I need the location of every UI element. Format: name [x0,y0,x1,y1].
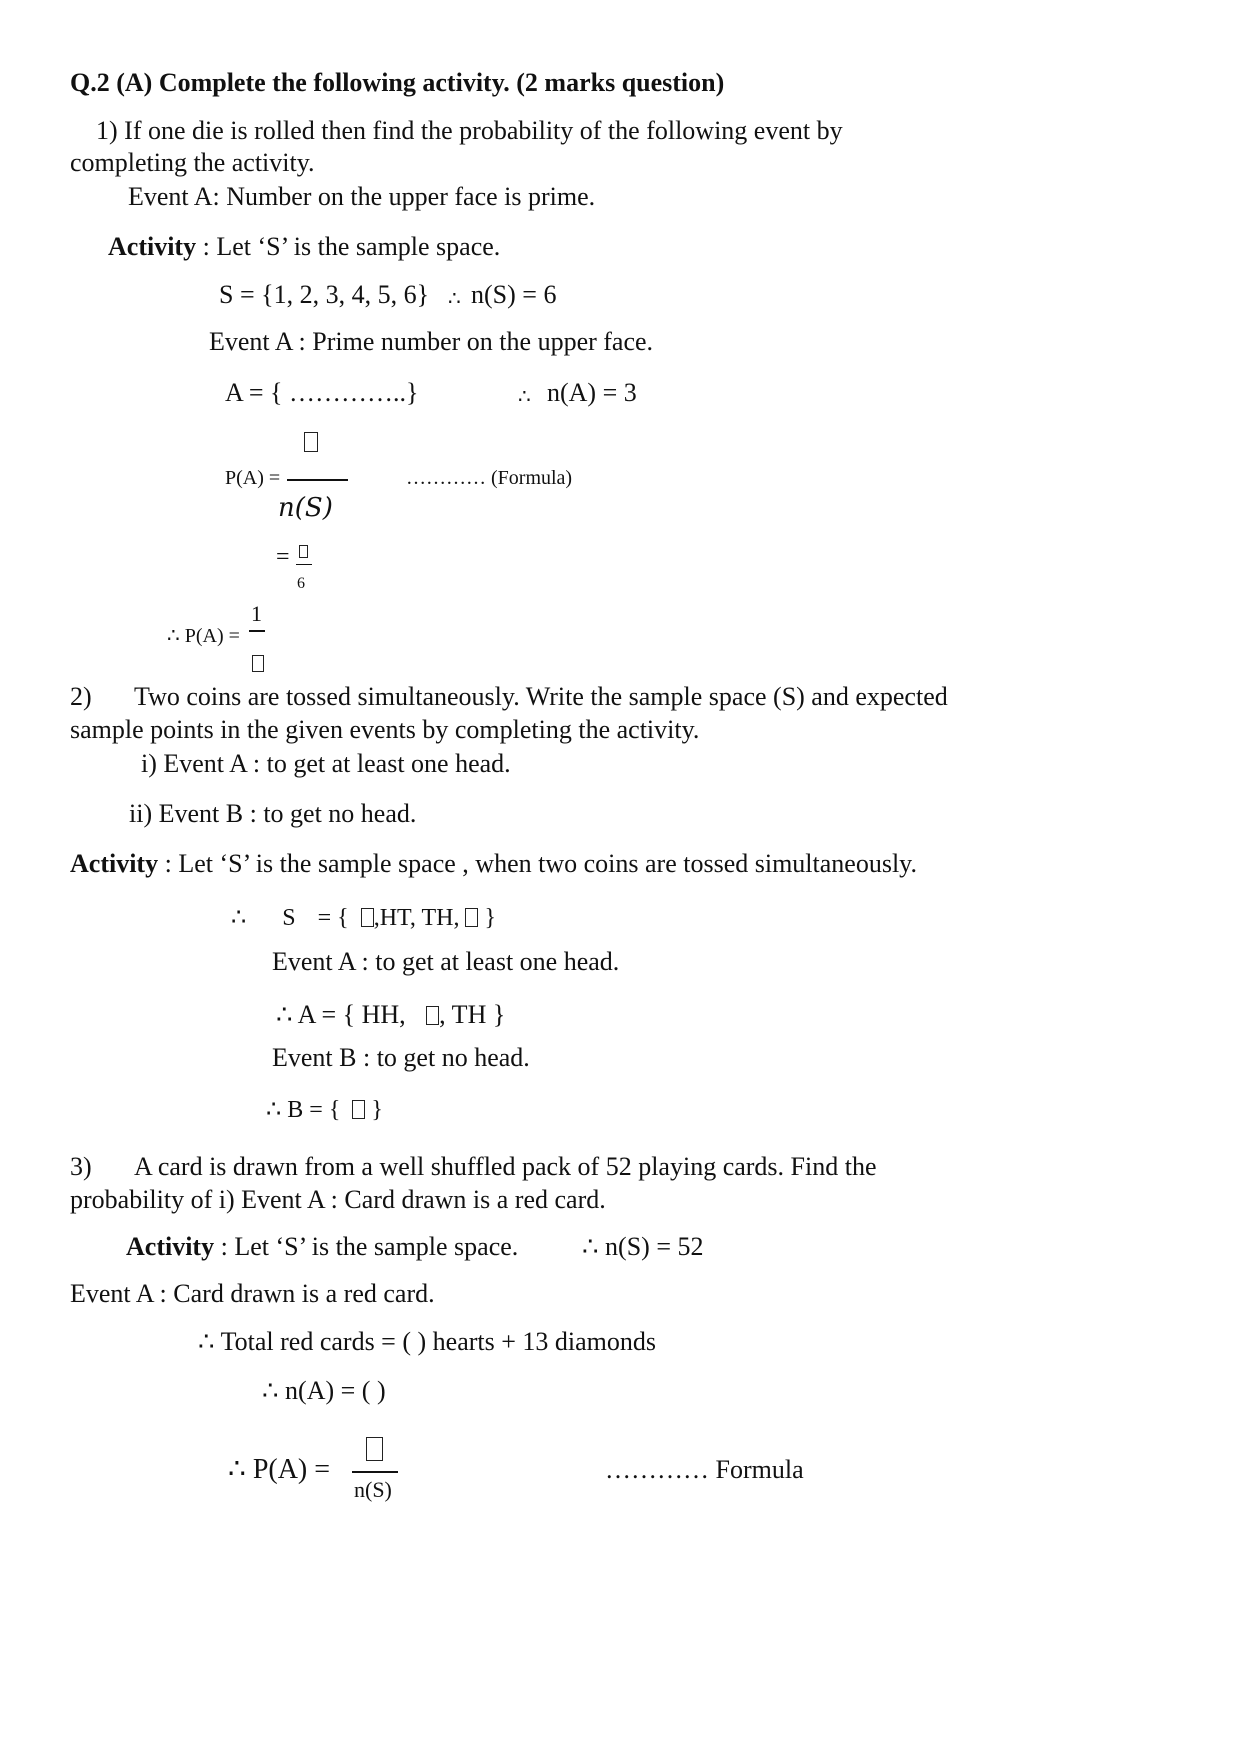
q3-text-line2: probability of i) Event A : Card drawn is a red card. [70,1185,606,1214]
q1-activity-row [108,231,500,263]
q2-activity-row [70,848,917,880]
q2-s-blank-1[interactable] [361,908,374,927]
q1-fraction-bar [287,479,348,481]
q1-equals: = [276,544,290,570]
q3-event-a: Event A : Card drawn is a red card. [70,1279,435,1308]
q2-event-b-repeat: Event B : to get no head. [272,1043,530,1072]
q1-text-line1: 1) If one die is rolled then find the probability of the following event by [96,116,843,145]
q3-ns: ∴ n(S) = 52 [582,1232,704,1261]
q1-event-a: Event A : Prime number on the upper face. [209,327,654,356]
q2-activity-label: Activity [70,849,159,878]
q2-s-row [231,902,496,934]
q2-b-blank[interactable] [352,1100,365,1119]
q2-b-end: } [371,1097,383,1123]
q3-na: ∴ n(A) = ( ) [262,1376,386,1405]
q2-s-close: } [484,905,497,931]
q1-sample-space: S = {1, 2, 3, 4, 5, 6} [219,280,430,309]
q2-b-row [266,1094,383,1126]
q2-s-mid: ,HT, TH, [373,905,460,931]
q2-a-row [276,999,505,1031]
q2-event-b: ii) Event B : to get no head. [129,799,417,828]
q1-one: 1 [251,601,262,626]
q1-text-line2: completing the activity. [70,148,315,177]
q1-pa-label: P(A) = [225,467,281,489]
q1-therefore-1: ∴ [448,288,461,310]
q1-therefore-2: ∴ [518,386,531,408]
q3-formula-note: ………… Formula [605,1455,804,1484]
q3-activity-label: Activity [126,1232,215,1261]
q3-total-red: ∴ Total red cards = ( ) hearts + 13 diamonds [198,1327,657,1356]
q1-ns-denominator: n(S) [278,493,333,523]
q2-a-blank[interactable] [426,1006,439,1025]
page-heading: Q.2 (A) Complete the following activity. (2 marks question) [70,68,725,97]
q1-result-fraction-bar [249,630,265,632]
q2-a-start: ∴ A = { HH, [276,1000,406,1029]
q3-text-line1: A card is drawn from a well shuffled pack of 52 playing cards. Find the [134,1152,877,1181]
q2-activity-text: : Let ‘S’ is the sample space , when two coins are tossed simultaneously. [164,849,917,878]
q2-s-label: S [282,905,296,931]
q2-s-eq: = { [317,905,349,931]
q1-na: n(A) = 3 [547,378,637,407]
q3-activity-text: : Let ‘S’ is the sample space. [220,1232,519,1261]
q1-six: 6 [297,575,305,592]
q2-a-end: , TH } [439,1000,506,1029]
q3-activity-row [126,1231,518,1263]
q2-text-line2: sample points in the given events by completing the activity. [70,715,700,744]
q2-b-start: ∴ B = { [266,1097,341,1123]
q2-event-a-repeat: Event A : to get at least one head. [272,947,620,976]
q1-ns: n(S) = 6 [471,280,557,309]
q3-ns-denominator: n(S) [354,1477,392,1502]
q1-activity-text: : Let ‘S’ is the sample space. [202,232,501,261]
q3-numerator-blank[interactable] [366,1437,383,1461]
q1-result-label: ∴ P(A) = [167,625,240,647]
q3-fraction-bar [352,1471,398,1473]
q2-text-line1: Two coins are tossed simultaneously. Write the sample space (S) and expected [134,682,948,711]
q1-small-numerator-blank[interactable] [299,545,308,558]
q3-number: 3) [70,1152,92,1181]
q1-event: Event A: Number on the upper face is prime. [128,182,596,211]
q1-result-denominator-blank[interactable] [252,655,264,672]
q2-s-blank-2[interactable] [465,908,478,927]
q2-number: 2) [70,682,92,711]
q1-formula-note: ………… (Formula) [406,467,573,489]
q3-pa-label: ∴ P(A) = [228,1454,331,1485]
q2-therefore: ∴ [231,905,247,931]
q1-numerator-blank[interactable] [304,432,318,452]
q1-a-set: A = { …………..} [225,378,419,407]
q2-event-a: i) Event A : to get at least one head. [141,749,511,778]
q1-activity-label: Activity [108,232,197,261]
q1-small-fraction-bar [296,564,312,565]
